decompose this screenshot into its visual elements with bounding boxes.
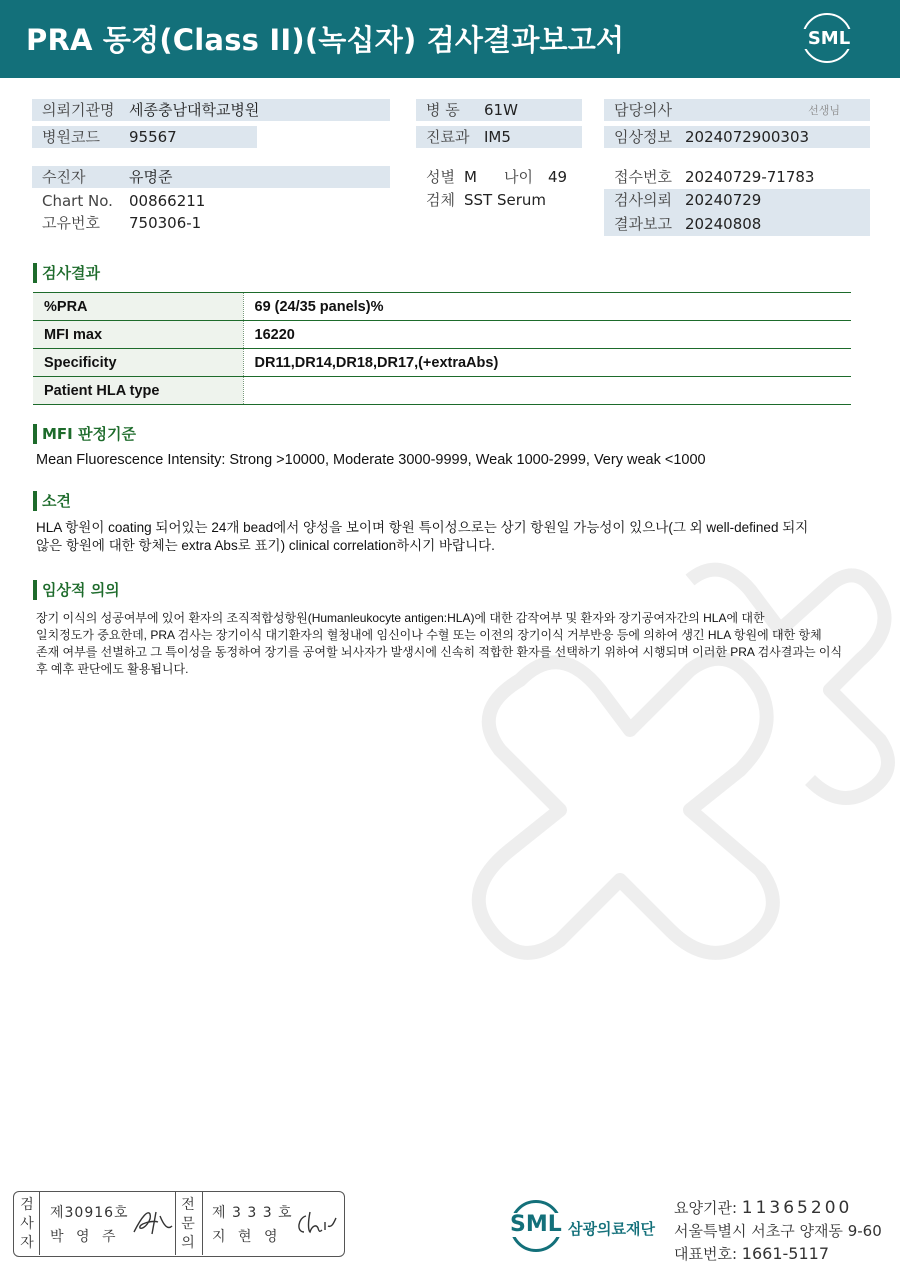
chart-value: 00866211 xyxy=(129,192,206,210)
institution-label: 의뢰기관명 xyxy=(42,101,115,119)
doctor-suffix: 선생님 xyxy=(808,104,840,117)
sex-age-field xyxy=(416,166,582,188)
chart-field xyxy=(32,190,390,212)
sex-value: M xyxy=(464,168,477,186)
care-institution xyxy=(674,1197,852,1219)
finding-heading: 소견 xyxy=(33,491,71,511)
result-value: 16220 xyxy=(243,321,851,349)
report-label: 결과보고 xyxy=(614,215,672,233)
chart-label: Chart No. xyxy=(42,192,113,210)
phone-label: 대표번호: xyxy=(674,1245,738,1263)
footer-logo-text: SML xyxy=(510,1212,562,1237)
table-row xyxy=(33,377,851,405)
receipt-label: 접수번호 xyxy=(614,168,672,186)
result-value xyxy=(243,377,851,405)
tester-signature-icon xyxy=(130,1206,176,1240)
finding-line: 않은 항원에 대한 항체는 extra Abs로 표기) clinical correlation하시기 바랍니다. xyxy=(36,538,495,553)
department-label: 진료과 xyxy=(426,128,470,146)
tester-license: 제30916호 xyxy=(50,1205,129,1221)
specimen-field xyxy=(416,189,582,211)
department-field xyxy=(416,126,582,148)
mfi-text: Mean Fluorescence Intensity: Strong >10000, Moderate 3000-9999, Weak 1000-2999, Very weak <1000 xyxy=(36,452,706,468)
specimen-value: SST Serum xyxy=(464,191,547,209)
request-label: 검사의뢰 xyxy=(614,191,672,209)
clinical-line: 일치정도가 중요한데, PRA 검사는 장기이식 대기환자의 혈청내에 임신이나 수혈 또는 이전의 장기이식 거부반응 등에 의하여 생긴 HLA 항원에 대한 항체 xyxy=(36,628,822,642)
patient-field xyxy=(32,166,390,188)
specialist-label: 전 문 의 xyxy=(181,1197,195,1251)
result-key: Specificity xyxy=(33,349,243,377)
clinical-text xyxy=(36,610,851,678)
clinical-info-label: 임상정보 xyxy=(614,128,672,146)
report-title: PRA 동정(Class II)(녹십자) 검사결과보고서 xyxy=(26,23,625,57)
result-key: Patient HLA type xyxy=(33,377,243,405)
hospital-code-value: 95567 xyxy=(129,128,177,146)
hospital-code-field xyxy=(32,126,257,148)
care-number: 11365200 xyxy=(741,1198,853,1218)
address: 서울특별시 서초구 양재동 9-60 xyxy=(674,1222,882,1240)
result-value: 69 (24/35 panels)% xyxy=(243,293,851,321)
table-row xyxy=(33,321,851,349)
result-key: MFI max xyxy=(33,321,243,349)
result-value: DR11,DR14,DR18,DR17,(+extraAbs) xyxy=(243,349,851,377)
institution-field xyxy=(32,99,390,121)
sex-label: 성별 xyxy=(426,168,455,186)
ward-label: 병 동 xyxy=(426,101,460,119)
results-table xyxy=(33,292,851,405)
specialist-license: 제 3 3 3 호 xyxy=(212,1205,293,1221)
mfi-heading: MFI 판정기준 xyxy=(33,424,136,444)
patient-value: 유명준 xyxy=(129,168,173,186)
clinical-line: 존재 여부를 선별하고 그 특이성을 동정하여 장기를 공여할 뇌사자가 발생시에 신속히 적합한 환자를 선택하기 위하여 시행되며 이러한 PRA 검사결과는 이식 xyxy=(36,645,843,659)
doctor-field xyxy=(604,99,870,121)
signature-box xyxy=(13,1191,345,1257)
request-value: 20240729 xyxy=(685,191,762,209)
specialist-signature-icon xyxy=(292,1208,340,1240)
table-row xyxy=(33,293,851,321)
institution-value: 세종충남대학교병원 xyxy=(129,101,260,119)
care-label: 요양기관: xyxy=(674,1199,738,1217)
unique-label: 고유번호 xyxy=(42,214,100,232)
hospital-code-label: 병원코드 xyxy=(42,128,100,146)
tester-name: 박 영 주 xyxy=(50,1229,120,1245)
clinical-heading: 임상적 의의 xyxy=(33,580,120,600)
unique-field xyxy=(32,212,390,234)
specimen-label: 검체 xyxy=(426,191,455,209)
clinical-info-field xyxy=(604,126,870,148)
unique-value: 750306-1 xyxy=(129,214,202,232)
dates-field xyxy=(604,189,870,236)
phone-value: 1661-5117 xyxy=(741,1244,830,1263)
department-value: IM5 xyxy=(484,128,511,146)
patient-label: 수진자 xyxy=(42,168,86,186)
finding-text xyxy=(36,519,851,555)
ward-value: 61W xyxy=(484,101,518,119)
clinical-line: 후 예후 판단에도 활용됩니다. xyxy=(36,662,189,676)
table-row xyxy=(33,349,851,377)
receipt-field xyxy=(604,166,870,188)
results-heading: 검사결과 xyxy=(33,263,100,283)
phone-line xyxy=(674,1243,829,1265)
sml-logo xyxy=(802,13,852,63)
doctor-label: 담당의사 xyxy=(614,101,672,119)
clinical-line: 장기 이식의 성공여부에 있어 환자의 조직적합성항원(Humanleukocyte antigen:HLA)에 대한 감작여부 및 환자와 장기공여자간의 HLA에 대한 xyxy=(36,611,765,625)
age-label: 나이 xyxy=(504,168,533,186)
age-value: 49 xyxy=(548,168,568,186)
sml-logo-text: SML xyxy=(807,28,851,49)
report-header xyxy=(0,0,900,78)
report-value: 20240808 xyxy=(685,215,762,233)
clinical-info-value: 2024072900303 xyxy=(685,128,810,146)
org-name: 삼광의료재단 xyxy=(568,1220,655,1238)
receipt-value: 20240729-71783 xyxy=(685,168,815,186)
tester-label: 검 사 자 xyxy=(20,1197,34,1251)
ward-field xyxy=(416,99,582,121)
specialist-name: 지 현 영 xyxy=(212,1229,282,1245)
finding-line: HLA 항원이 coating 되어있는 24개 bead에서 양성을 보이며 항원 특이성으로는 상기 항원일 가능성이 있으나(그 외 well-defined 되지 xyxy=(36,520,809,535)
result-key: %PRA xyxy=(33,293,243,321)
